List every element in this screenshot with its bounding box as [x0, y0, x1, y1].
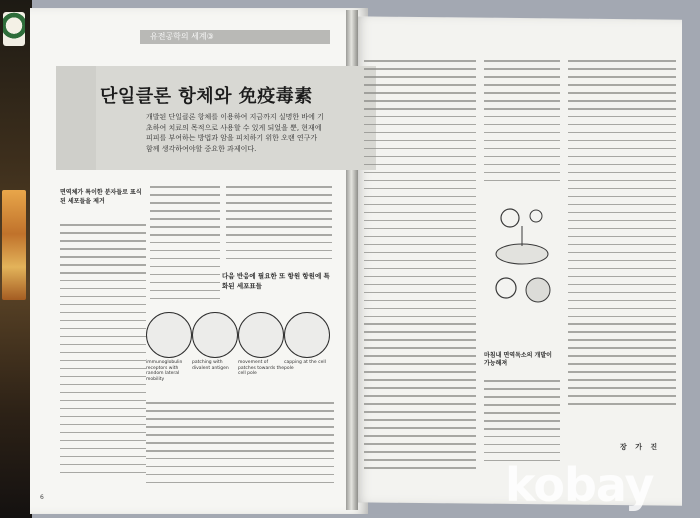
right-text-col-1 [364, 60, 476, 475]
series-label: 유전공학의 세계③ [140, 30, 330, 44]
article-title: 단일클론 항체와 免疫毒素 [100, 86, 313, 107]
body-text-col-3 [226, 186, 332, 266]
article-lede: 개발된 단일클론 항체를 이용하여 지금까지 실명한 바에 기초하여 치료의 목적으로 사용할 수 있게 되었을 뿐, 현재에 피피를 부여하는 방법과 암을 피치하기 위한 오랜 연구가 함께 생각하여야할 중요한 과제이다. [146, 113, 324, 153]
body-text-bottom [146, 402, 334, 490]
cell-figure [146, 312, 330, 382]
body-text-col-1 [60, 224, 146, 480]
figure-caption-4: capping at the cell pole [284, 360, 326, 371]
left-callout: 면역체가 특이한 분자들로 표식된 세포들을 제거 [60, 189, 142, 205]
cover-strip [0, 0, 32, 518]
right-text-col-2b [484, 380, 560, 468]
cell-diagram-2 [192, 312, 238, 358]
right-text-col-3 [568, 60, 676, 411]
watermark-logo: kobay [505, 458, 654, 512]
antibody-diagram [488, 196, 556, 312]
body-text-col-2 [150, 186, 220, 306]
cell-diagram-1 [146, 312, 192, 358]
cell-diagram-3 [238, 312, 284, 358]
figure-caption-2: patching with divalent antigen [192, 360, 229, 371]
cover-artwork [2, 190, 26, 300]
right-callout: 마침내 면역독소의 개발이 가능해져 [484, 352, 552, 367]
figure-caption-1: immunoglobulin receptors with random lateral mobility [146, 360, 183, 382]
author-name: 장 가 진 [620, 443, 661, 451]
mid-callout: 다음 반응에 필요한 또 항원 항원에 특화된 세포표들 [222, 272, 330, 290]
page-number: 6 [40, 494, 44, 501]
cell-diagram-4 [284, 312, 330, 358]
figure-caption-3: movement of patches towards the cell pole [238, 360, 284, 376]
tree-logo-icon [3, 12, 25, 46]
right-text-col-2 [484, 60, 560, 188]
